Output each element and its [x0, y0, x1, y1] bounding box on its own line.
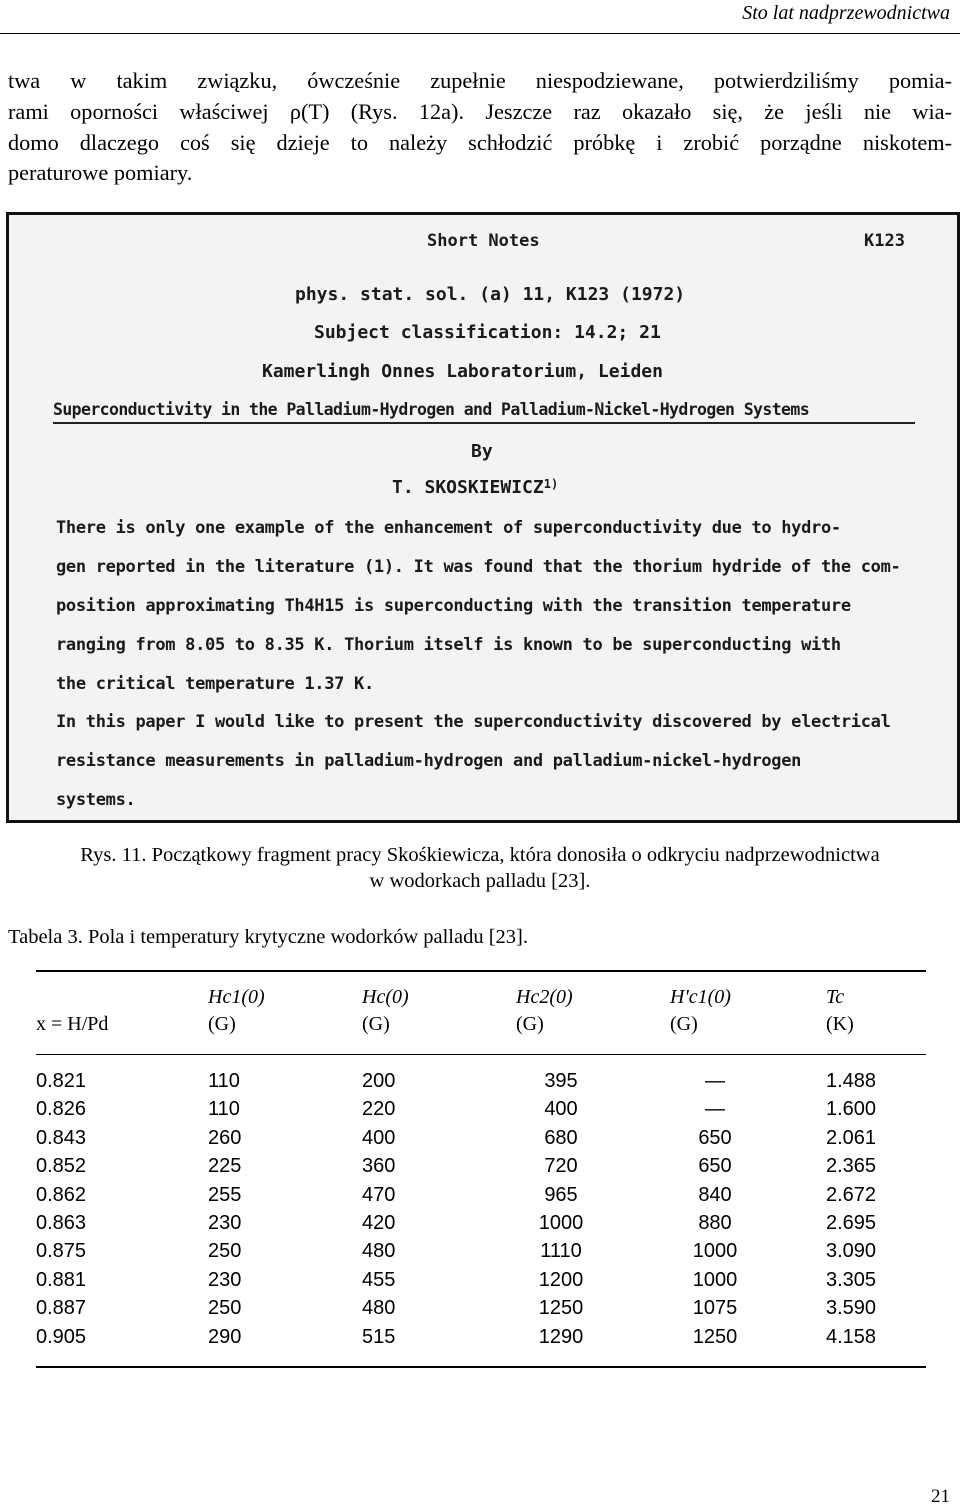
table-cell: 4.158	[826, 1325, 877, 1348]
table-cell: 480	[362, 1297, 396, 1320]
table-cell: 650	[698, 1155, 732, 1178]
table-cell: 1.600	[826, 1098, 877, 1121]
table-cell: 0.863	[36, 1212, 87, 1234]
table-cell: 255	[208, 1183, 242, 1206]
table-header-unit: (G)	[670, 1013, 698, 1035]
scan-author-name: T. SKOSKIEWICZ	[392, 477, 544, 498]
table-cell: 420	[362, 1212, 396, 1234]
table-cell: 0.826	[36, 1098, 87, 1121]
table-header-symbol: Tc	[826, 986, 845, 1008]
table-cell: —	[705, 1070, 725, 1092]
table-cell: 250	[208, 1297, 242, 1320]
figure-caption-line: w wodorkach palladu [23].	[369, 870, 591, 892]
table-header-cell	[208, 984, 265, 1038]
table-cell: 0.887	[36, 1297, 87, 1320]
table-header-symbol: H'c1(0)	[670, 986, 731, 1008]
scan-reference: phys. stat. sol. (a) 11, K123 (1972)	[295, 284, 686, 305]
scan-short-notes: Short Notes	[427, 231, 540, 251]
page-number: 21	[931, 1486, 950, 1507]
table-cell: 250	[208, 1240, 242, 1263]
scanned-paper-figure	[6, 212, 960, 823]
table-cell: 2.061	[826, 1126, 877, 1149]
table-cell: 220	[362, 1098, 396, 1121]
table-cell: 3.305	[826, 1268, 877, 1291]
table-cell: 1075	[692, 1297, 738, 1320]
table-cell: 515	[362, 1325, 396, 1348]
table-header-unit: (K)	[826, 1013, 854, 1035]
table-cell: 0.852	[36, 1155, 87, 1178]
scan-author	[392, 477, 558, 498]
scan-text-line: ranging from 8.05 to 8.35 K. Thorium itself is known to be superconducting with	[56, 635, 841, 655]
table-cell: 965	[544, 1183, 578, 1206]
running-header: Sto lat nadprzewodnictwa	[742, 2, 950, 24]
table-cell: 225	[208, 1155, 242, 1178]
table-cell: 1000	[692, 1240, 738, 1263]
table-header-rule	[36, 1054, 926, 1055]
table-caption: Tabela 3. Pola i temperatury krytyczne wodorków palladu [23].	[8, 926, 529, 948]
table-cell: 1000	[538, 1212, 584, 1234]
table-cell: 1000	[692, 1268, 738, 1291]
table-cell: 0.843	[36, 1126, 87, 1149]
table-cell: 0.881	[36, 1268, 87, 1291]
table-cell: 0.905	[36, 1325, 87, 1348]
scan-text-line: resistance measurements in palladium-hydrogen and palladium-nickel-hydrogen	[56, 751, 802, 771]
body-paragraph	[8, 66, 952, 189]
table-cell: 2.672	[826, 1183, 877, 1206]
scan-text-line: There is only one example of the enhancement of superconductivity due to hydro-	[56, 518, 841, 538]
scan-title: Superconductivity in the Palladium-Hydrogen and Palladium-Nickel-Hydrogen Systems	[53, 400, 810, 419]
scan-laboratory: Kamerlingh Onnes Laboratorium, Leiden	[262, 361, 663, 382]
body-line: rami oporności właściwej ρ(T) (Rys. 12a). Jeszcze raz okazało się, że jeśli nie wia-	[8, 98, 952, 124]
table-header-cell	[362, 984, 409, 1038]
table-header-symbol: Hc(0)	[362, 986, 409, 1008]
scan-text-line: systems.	[56, 790, 136, 810]
table-cell: 3.090	[826, 1240, 877, 1263]
table-cell: 0.862	[36, 1183, 87, 1206]
table-header-cell	[826, 984, 854, 1038]
table-cell: 480	[362, 1240, 396, 1263]
table-header-symbol: Hc1(0)	[208, 986, 265, 1008]
table-cell: 1200	[538, 1268, 584, 1291]
table-cell: 400	[544, 1098, 578, 1121]
table-header-unit: (G)	[208, 1013, 236, 1035]
table-top-rule	[36, 970, 926, 972]
table-cell: 230	[208, 1212, 242, 1234]
table-header-unit: x = H/Pd	[36, 1013, 109, 1035]
table-cell: 290	[208, 1325, 242, 1348]
table-cell: 1250	[538, 1297, 584, 1320]
table-cell: 1290	[538, 1325, 584, 1348]
table-cell: 200	[362, 1070, 396, 1092]
figure-caption-line: Rys. 11. Początkowy fragment pracy Skośkiewicza, która donosiła o odkryciu nadprzewodnictwa	[80, 844, 880, 866]
table-cell: 3.590	[826, 1297, 877, 1320]
table-cell: 0.875	[36, 1240, 87, 1263]
table-cell: 110	[208, 1098, 240, 1121]
scan-text-line: gen reported in the literature (1). It was found that the thorium hydride of the com-	[56, 557, 901, 577]
table-cell: 1250	[692, 1325, 738, 1348]
table-header-cell	[516, 984, 573, 1038]
scan-text-line: the critical temperature 1.37 K.	[56, 674, 374, 694]
body-line: domo dlaczego coś się dzieje to należy schłodzić próbkę i zrobić porządne niskotem-	[8, 129, 952, 155]
table-cell: 470	[362, 1183, 396, 1206]
table-cell: 2.695	[826, 1212, 877, 1234]
table-cell: 455	[362, 1268, 396, 1291]
table-cell: 1.488	[826, 1070, 877, 1092]
table-cell: 650	[698, 1126, 732, 1149]
table-header-unit: (G)	[516, 1013, 544, 1035]
scan-subject: Subject classification: 14.2; 21	[314, 322, 661, 343]
table-cell: 110	[208, 1070, 240, 1092]
table-cell: 2.365	[826, 1155, 877, 1178]
table-bottom-rule	[36, 1366, 926, 1368]
table-header-symbol	[36, 984, 108, 1011]
scan-text-line: In this paper I would like to present the superconductivity discovered by electrical	[56, 712, 891, 732]
table-cell: 840	[698, 1183, 732, 1206]
scan-title-rule	[53, 422, 915, 424]
table-cell: 0.821	[36, 1070, 87, 1092]
scan-author-footnote: 1)	[543, 477, 559, 491]
scan-by: By	[471, 441, 493, 462]
figure-caption	[0, 842, 960, 894]
table-cell: 360	[362, 1155, 396, 1178]
table-cell: 395	[544, 1070, 578, 1092]
body-line: twa w takim związku, ówcześnie zupełnie niespodziewane, potwierdziliśmy pomia-	[8, 68, 952, 93]
table-header-symbol: Hc2(0)	[516, 986, 573, 1008]
table-cell: —	[705, 1098, 725, 1121]
body-line: peraturowe pomiary.	[8, 160, 193, 186]
table-header-cell	[670, 984, 731, 1038]
table-cell: 720	[544, 1155, 578, 1178]
table-cell: 260	[208, 1126, 242, 1149]
table-header-unit: (G)	[362, 1013, 390, 1035]
table-cell: 680	[544, 1126, 578, 1149]
table-cell: 230	[208, 1268, 242, 1291]
table-cell: 1110	[540, 1240, 582, 1263]
table-cell: 400	[362, 1126, 396, 1149]
scan-text-line: position approximating Th4H15 is superconducting with the transition temperature	[56, 596, 851, 616]
header-rule	[0, 33, 960, 34]
table-cell: 880	[698, 1212, 732, 1234]
scan-page-code: K123	[864, 231, 905, 251]
table-header-cell	[36, 984, 108, 1038]
